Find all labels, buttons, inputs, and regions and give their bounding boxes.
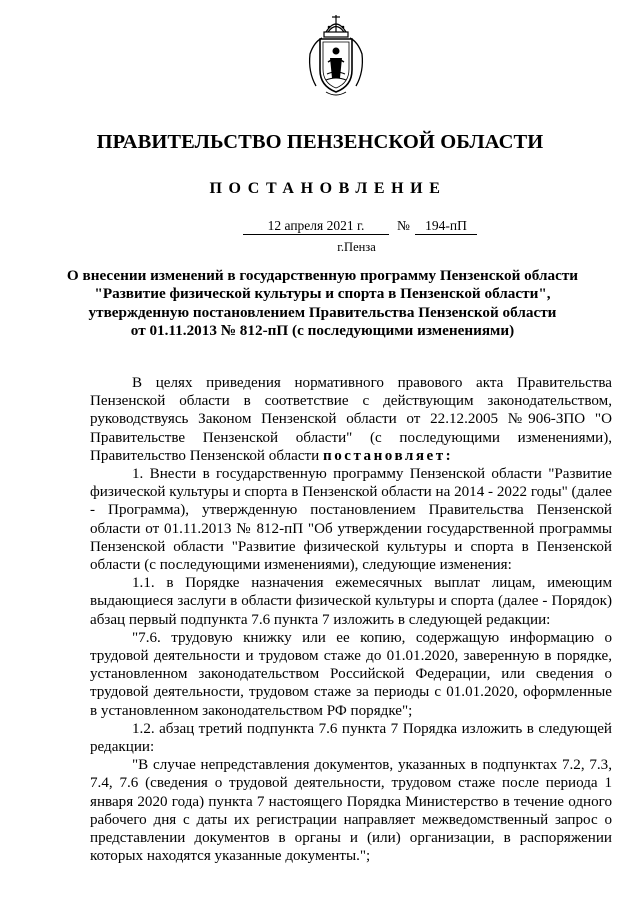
document-title: [60, 267, 585, 341]
number-sign: №: [397, 218, 410, 233]
title-line: от 01.11.2013 № 812-пП (с последующими изменениями): [130, 322, 515, 340]
organization-name: ПРАВИТЕЛЬСТВО ПЕНЗЕНСКОЙ ОБЛАСТИ: [96, 131, 544, 153]
city: г.Пенза: [337, 240, 376, 254]
title-line: "Развитие физической культуры и спорта в Пензенской области",: [94, 285, 551, 303]
paragraph: "7.6. трудовую книжку или ее копию, содержащую информацию о трудовой деятельности и трудовом стаже до 01.01.2020, заверенную в порядке, установленном законодательством Российской Федерации, или сведения о трудовой деятельности, трудовом стаже за периоды с 01.01.2020, оформленные в установленном законодательством РФ порядке";: [90, 629, 612, 719]
resolution-verb: постановляет:: [323, 447, 454, 464]
document-body: [90, 374, 612, 865]
title-line: утвержденную постановлением Правительства Пензенской области: [88, 303, 557, 321]
paragraph: 1.2. абзац третий подпункта 7.6 пункта 7 Порядка изложить в следующей редакции:: [90, 720, 612, 756]
paragraph-text: В целях приведения нормативного правового акта Правительства Пензенской области в соответствие с действующим законодательством, руководствуясь Законом Пензенской области от 22.12.2005 №906-ЗПО "О Правительстве Пензенской области" (с последующими изменениями), Правительство Пензенской области: [90, 375, 612, 464]
paragraph: "В случае непредставления документов, указанных в подпунктах 7.2, 7.3, 7.4, 7.6 (сведения о трудовой деятельности, трудовом стаже после периода 1 января 2020 года) пункта 7 настоящего Порядка Министерство в течение одного рабочего дня с даты их регистрации направляет межведомственный запрос о представлении документов в органы и (или) организации, в распоряжении которых находятся указанные документы.";: [90, 757, 612, 865]
paragraph: 1.1. в Порядке назначения ежемесячных выплат лицам, имеющим выдающиеся заслуги в области физической культуры и спорта (далее - Порядок) абзац первый подпункта 7.6 пункта 7 изложить в следующей редакции:: [90, 575, 612, 628]
penza-coat-of-arms-icon: [300, 12, 372, 98]
paragraph: 1. Внести в государственную программу Пензенской области "Развитие физической культуры и спорта в Пензенской области на 2014 - 2022 годы" (далее - Программа), утвержденную постановлением Правительства Пензенской области от 01.11.2013 № 812-пП "Об утверждении государственной программы Пензенской области "Развитие физической культуры и спорта в Пензенской области (с последующими изменениями), следующие изменения:: [90, 466, 612, 574]
title-line: О внесении изменений в государственную программу Пензенской области: [66, 267, 579, 284]
document-type: ПОСТАНОВЛЕНИЕ: [209, 180, 447, 197]
paragraph: [90, 374, 612, 465]
document-number: 194-пП: [415, 218, 477, 235]
document-date: 12 апреля 2021 г.: [243, 218, 389, 235]
